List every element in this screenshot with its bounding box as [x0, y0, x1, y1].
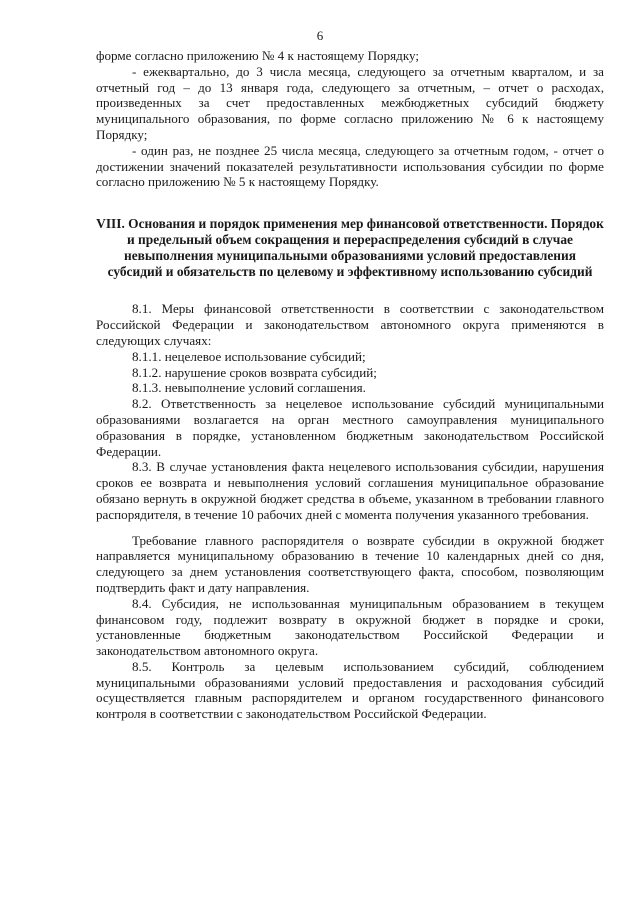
clause-8-3-requirement: Требование главного распорядителя о возврате субсидии в окружной бюджет направляется муниципальному образованию в течение 10 календарных дней со дня, следующего за днем установления соответствующего факта, способом, позволяющим подтвердить факт и дату направления.: [96, 532, 604, 595]
clause-8-1-2: 8.1.2. нарушение сроков возврата субсидий;: [132, 364, 377, 380]
clause-8-1-3: 8.1.3. невыполнение условий соглашения.: [132, 380, 366, 396]
paragraph-continuation: форме согласно приложению № 4 к настоящему Порядку;: [96, 48, 420, 63]
paragraph-annual-report: - один раз, не позднее 25 числа месяца, следующего за отчетным годом, - отчет о достижении значений показателей результативности использования субсидии по форме согласно приложению № 5 к настоящему Порядку.: [96, 142, 604, 190]
clause-8-1: 8.1. Меры финансовой ответственности в соответствии с законодательством Российской Федерации и законодательством автономного округа применяются в следующих случаях:: [96, 301, 604, 348]
section-heading: VIII. Основания и порядок применения мер финансовой ответственности. Порядок и предельный объем сокращения и перераспределения субсидий в случае невыполнения муниципальными образованиями условий предоставления субсидий и обязательств по целевому и эффективному использованию субсидий: [96, 216, 604, 279]
clause-8-4: 8.4. Субсидия, не использованная муниципальным образованием в текущем финансовом году, подлежит возврату в окружной бюджет в порядке и сроки, установленные бюджетным законодательством Российской Федерации и законодательством автономного округа.: [96, 595, 604, 659]
page-number: 6: [316, 28, 324, 43]
paragraph-quarterly-report: - ежеквартально, до 3 числа месяца, следующего за отчетным кварталом, и за отчетный год – до 13 января года, следующего за отчетным, – отчет о расходах, произведенных за счет предоставленных межбюджетных субсидий бюджету муниципального образования, по форме согласно приложению № 6 к настоящему Порядку;: [96, 63, 604, 142]
clause-8-3: 8.3. В случае установления факта нецелевого использования субсидии, нарушения сроков ее возврата и невыполнения условий соглашения муниципальное образование обязано вернуть в окружной бюджет средства в объеме, указанном в требовании главного распорядителя, в течение 10 рабочих дней с момента получения указанного требования.: [96, 459, 604, 522]
clause-8-1-1: 8.1.1. нецелевое использование субсидий;: [132, 348, 366, 364]
clause-8-5: 8.5. Контроль за целевым использованием субсидий, соблюдением муниципальными образованиями условий предоставления и расходования субсидий осуществляется главным распорядителем и органом государственного финансового контроля в соответствии с законодательством Российской Федерации.: [96, 658, 604, 722]
document-body: [96, 48, 604, 722]
clause-8-2: 8.2. Ответственность за нецелевое использование субсидий муниципальными образованиями возлагается на орган местного самоуправления муниципального образования в порядке, установленном бюджетным законодательством Российской Федерации.: [96, 396, 604, 459]
